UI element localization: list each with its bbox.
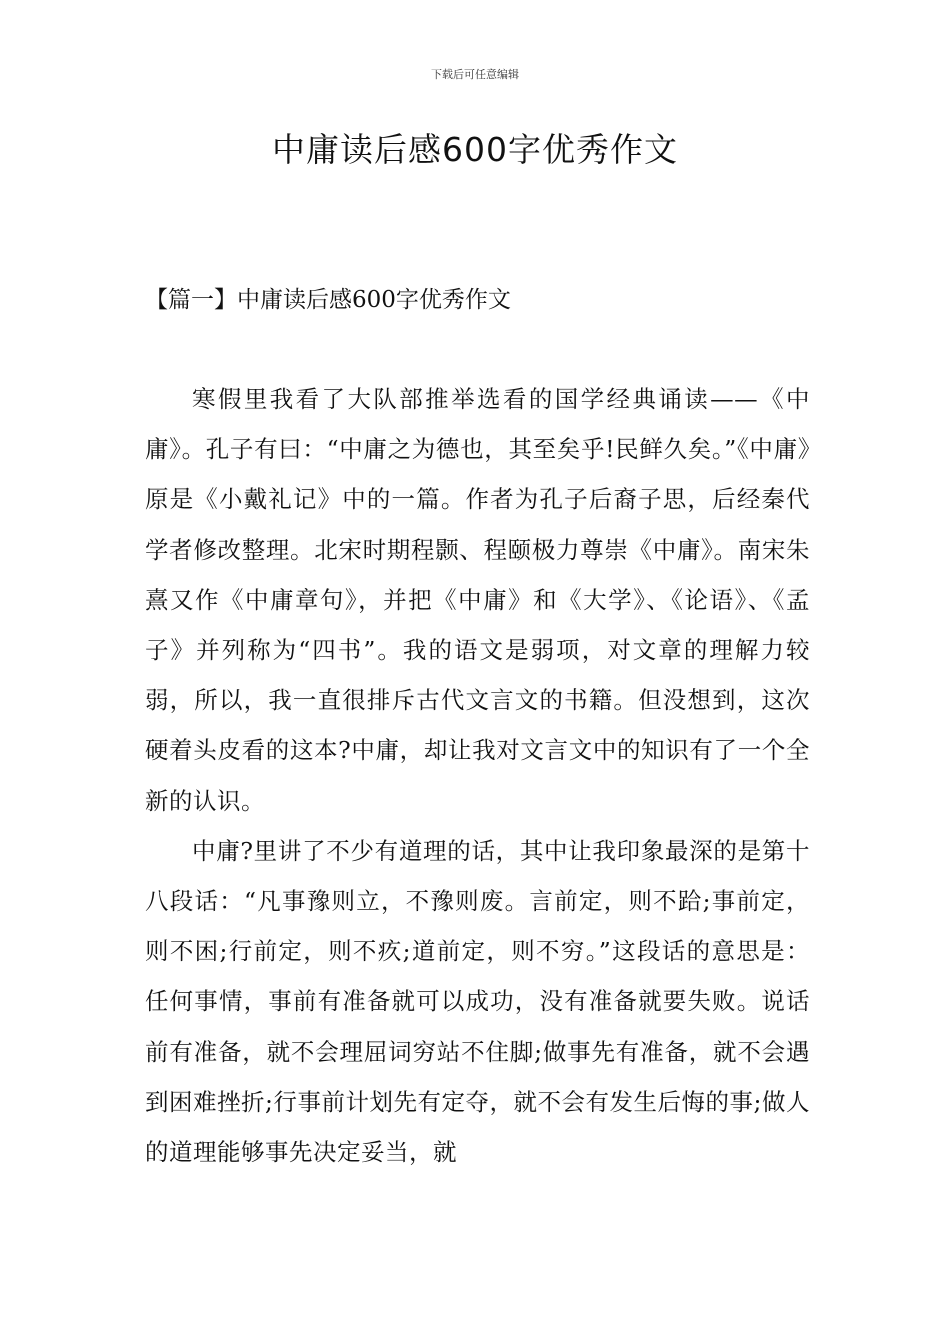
- section-heading: 【篇一】中庸读后感600字优秀作文: [145, 287, 511, 313]
- article-body: [145, 374, 810, 1177]
- download-note: 下载后可任意编辑: [431, 68, 519, 81]
- paragraph-2: 中庸?里讲了不少有道理的话，其中让我印象最深的是第十八段话：“凡事豫则立，不豫则废。言前定，则不跲;事前定，则不困;行前定，则不疚;道前定，则不穷。”这段话的意思是：任何事情，事前有准备就可以成功，没有准备就要失败。说话前有准备，就不会理屈词穷站不住脚;做事先有准备，就不会遇到困难挫折;行事前计划先有定夺，就不会有发生后悔的事;做人的道理能够事先决定妥当，就: [145, 836, 810, 1167]
- paragraph-1: 寒假里我看了大队部推举选看的国学经典诵读——《中庸》。孔子有曰：“中庸之为德也，其至矣乎!民鲜久矣。”《中庸》原是《小戴礼记》中的一篇。作者为孔子后裔子思，后经秦代学者修改整理。北宋时期程颢、程颐极力尊崇《中庸》。南宋朱熹又作《中庸章句》，并把《中庸》和《大学》、《论语》、《孟子》并列称为“四书”。我的语文是弱项，对文章的理解力较弱，所以，我一直很排斥古代文言文的书籍。但没想到，这次硬着头皮看的这本?中庸，却让我对文言文中的知识有了一个全新的认识。: [145, 385, 810, 815]
- document-title: 中庸读后感600字优秀作文: [272, 130, 678, 169]
